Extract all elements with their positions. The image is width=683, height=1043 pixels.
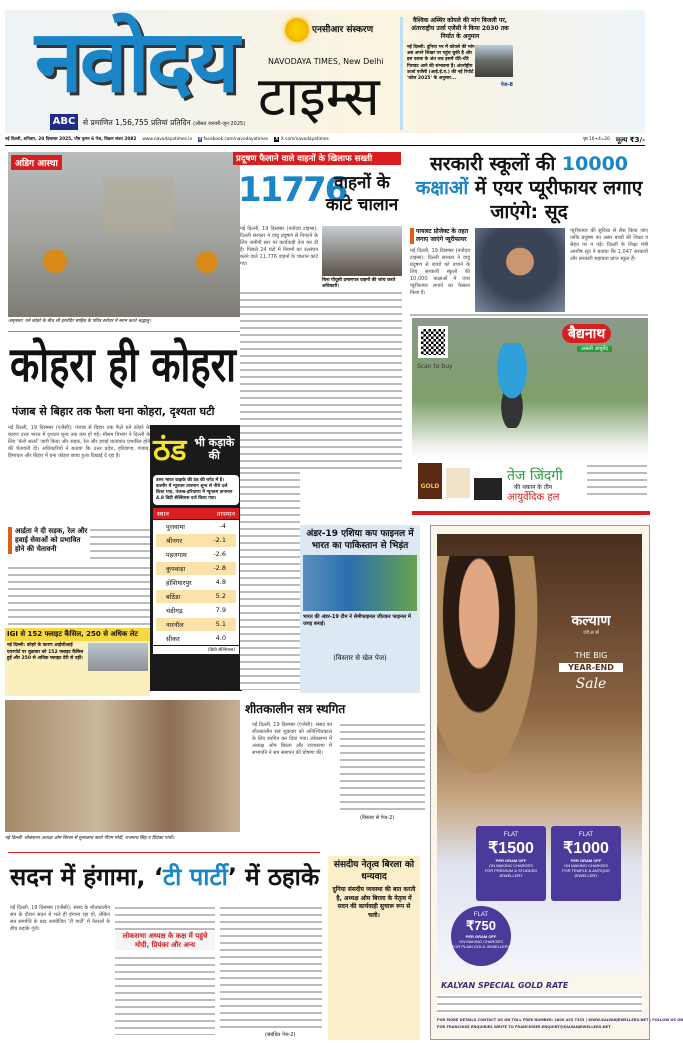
schools-body-2: प्यूरीफायर की सुविधा से लैस किया जाए ताकि प्रदूषण का असर बच्चों की शिक्षा व सेहत पर न पड़े। दिल्ली के शिक्षा मंत्री आशीष सूद ने बताया कि 1,047 सरकारी और सरकारी सहायता प्राप्त स्कूल हैं। (570, 228, 648, 262)
temp-row (156, 548, 236, 561)
session-body: नई दिल्ली, 19 दिसम्बर (एजेंसी): संसद का शीतकालीन सत्र शुक्रवार को अनिश्चितकाल के लिए स्थगित कर दिया गया। लोकसभा में अध्यक्ष ओम बिरला और राज्यसभा में सभापति ने सत्र समापन की घोषणा की। (252, 722, 332, 756)
qr-code[interactable] (418, 326, 448, 358)
offer-amount: ₹750 (466, 918, 496, 933)
offer-on: ON MAKING CHARGES (564, 863, 608, 868)
offer-on: ON MAKING CHARGES (459, 939, 503, 944)
fog-subhead: पंजाब से बिहार तक फैला घना कोहरा, दृश्यता घटी (12, 405, 215, 418)
page-count: पृष्ठ 16+4=20 (582, 137, 610, 142)
offer-amount: ₹1000 (563, 840, 609, 857)
temp-place: होशियारपुर (166, 579, 192, 587)
temp-value: -2.6 (213, 550, 226, 558)
ad-benefits (587, 463, 647, 499)
abc-badge: ABC (50, 114, 78, 130)
cold-intro: उत्तर भारत कड़ाके की ठंड की चपेट में है। कश्मीर में न्यूनतम तापमान शून्य से नीचे दर्ज किया गया, पंजाब-हरियाणा में न्यूनतम तापमान 4.8 डिग्री सेल्सियस दर्ज किया गया। (153, 475, 239, 505)
article-column (240, 470, 300, 690)
kalyan-contact: FOR MORE DETAILS CONTACT US ON TOLL FREE NUMBER: 1800 425 7333 | WWW.KALYANJEWELLERS.NET | FOLLOW US ON (437, 1018, 683, 1022)
offer-amount: ₹1500 (488, 840, 534, 857)
session-ref: (विस्तार से पेज-2) (360, 815, 395, 821)
teaser-box[interactable] (400, 17, 513, 130)
temp-value: -4 (219, 522, 226, 530)
cricket-headline: अंडर-19 एशिया कप फाइनल में भारत का पाकिस्तान से भिड़ंत (306, 529, 414, 551)
temp-row (156, 576, 236, 589)
baidyanath-tagline: असली आयुर्वेद (577, 346, 612, 352)
temp-value: -2.8 (213, 564, 226, 572)
temp-place: पुलवामा (166, 523, 185, 531)
offer-unit: PER GRAM OFF (495, 858, 527, 863)
schools-headline-highlight: 10000 कक्षाओं (415, 153, 629, 199)
ad-line-3: आयुर्वेदिक हल (507, 492, 560, 503)
session-headline: शीतकालीन सत्र स्थगित (245, 702, 346, 716)
schools-headline-a: सरकारी स्कूलों की (429, 153, 562, 175)
offer-unit: PER GRAM OFF (570, 858, 602, 863)
igi-photo (88, 643, 148, 671)
offer-flat: FLAT (503, 832, 519, 838)
tea-headline-b: ’ में ठहाके (227, 863, 320, 891)
temp-row (156, 632, 236, 645)
pollution-headline: वाहनों के काटे चालान (325, 173, 399, 215)
cricket-body: भारत की अंडर-19 टीम ने सेमीफाइनल जीतकर फाइनल में जगह बनाई। (303, 614, 411, 627)
baidyanath-logo: बैद्यनाथ (562, 324, 611, 343)
temp-place: कुपवाड़ा (166, 565, 186, 573)
circulation (83, 118, 245, 128)
sidebar-body: दुनिया संसदीय व्यवस्था की बात करती है, अध्यक्ष ओम बिरला के नेतृत्व में सदन की कार्यवाही सुचारू रूप से चली। (332, 886, 416, 919)
offer-tag (451, 906, 511, 966)
circulation-note: (औसत जनवरी-जून 2025) (193, 121, 246, 127)
tea-body-3 (115, 955, 215, 1035)
igi-headline: IGI से 152 फ्लाइट कैंसिल, 250 से अधिक लेट (5, 628, 150, 641)
pollution-label: प्रदूषण फैलाने वाले वाहनों के खिलाफ सख्ती (233, 152, 401, 165)
pollution-photo (322, 226, 402, 276)
temp-value: 4.8 (215, 578, 226, 586)
temp-row (156, 520, 236, 533)
dateline-date: नई दिल्ली, शनिवार, 20 दिसम्बर 2025, पौष कृष्ण 6 पेज, विक्रम संवत 2082 (5, 137, 137, 142)
sale-label: Sale (575, 676, 607, 692)
session-body-2 (340, 722, 425, 814)
divider-red (8, 852, 320, 853)
temp-value: 5.2 (215, 592, 226, 600)
tea-headline-a: सदन में हंगामा, ‘ (10, 863, 163, 891)
temp-place: नारनौल (166, 621, 184, 629)
temp-row (156, 534, 236, 547)
igi-body: नई दिल्ली: कोहरे के कारण आईजीआई एयरपोर्ट पर शुक्रवार को 152 फ्लाइट कैंसिल हुईं और 250 से अधिक फ्लाइट देरी से उड़ीं। (7, 643, 84, 661)
tea-ref: (संबंधित पेज-2) (265, 1032, 296, 1038)
parliament-caption: नई दिल्ली: लोकसभा अध्यक्ष ओम बिरला से मुलाकात करते पीएम मोदी, राजनाथ सिंह व प्रियंका गांधी। (5, 836, 175, 841)
tea-body-4 (220, 905, 322, 1030)
temp-place: बठिंडा (166, 593, 181, 601)
photo-caption: अमृतसर: घने कोहरे के बीच श्री हरमंदिर साहिब के पवित्र सरोवर में स्नान करते श्रद्धालु। (8, 319, 151, 324)
facebook-url: facebook.com/navodayatimes (203, 137, 269, 142)
temp-value: 7.9 (215, 606, 226, 614)
offer-for: FOR PREMIUM & STUDDED JEWELLERY (484, 868, 538, 878)
cricket-box (300, 525, 420, 693)
tea-body: नई दिल्ली, 19 दिसम्बर (एजेंसी): संसद के शीतकालीन सत्र के दौरान सदन में भले ही हंगामा रहा हो, लेकिन सत्र समाप्ति के बाद आयोजित 'टी पार्टी' में नेताओं के बीच ठहाके गूंजे। (10, 905, 110, 932)
kalyan-ad[interactable] (430, 525, 683, 1040)
col-place: स्थान (157, 510, 169, 518)
temp-place: श्रीनगर (166, 537, 183, 545)
temp-place: चंडीगढ़ (166, 607, 183, 615)
pollution-photo-caption: बिना पीयूसी प्रमाणपत्र वाहनों की जांच करते अधिकारी। (322, 278, 396, 289)
schools-body-3 (410, 312, 648, 317)
pollution-body: नई दिल्ली, 19 दिसम्बर (नवोदय टाइम्स): दिल्ली सरकार ने वायु प्रदूषण से निपटने के लिए जमीनी स्तर पर कार्यवाही तेज कर दी है। पिछले 24 घंटों में नियमों का उल्लंघन करने वाले 11,776 वाहनों के चालान काटे गए। (240, 226, 318, 267)
tea-body-2 (115, 905, 215, 930)
temp-place: सीकर (166, 635, 180, 643)
temp-value: 5.1 (215, 620, 226, 628)
masthead-logo: नवोदय (35, 12, 237, 112)
product-pack: GOLD (418, 463, 442, 499)
year-end-label: YEAR-END (559, 663, 623, 672)
temp-value: 4.0 (215, 634, 226, 642)
offer-for: FOR PLAIN GOLD JEWELLERY (451, 944, 511, 949)
temp-place: पहलगाम (166, 551, 187, 559)
temp-row (156, 618, 236, 631)
edition-label: एनसीआर संस्करण (312, 25, 374, 35)
cold-box (150, 425, 242, 691)
fog-body-2 (90, 527, 150, 562)
fog-headline: कोहरा ही कोहरा (10, 337, 237, 393)
circulation-count: से प्रमाणित 1,56,755 प्रतियां प्रतिदिन (83, 118, 191, 127)
product-pack-3 (474, 478, 502, 500)
offer-flat: FLAT (473, 912, 489, 918)
temperature-table (153, 520, 239, 645)
baidyanath-ad[interactable] (412, 318, 648, 503)
photo-label: अडिग आस्था (11, 155, 62, 170)
schools-headline (410, 152, 648, 224)
price: मूल्य ₹3/- (615, 136, 645, 144)
x-link[interactable]: X X.com/navodayatimes (275, 137, 329, 142)
temp-row (156, 590, 236, 603)
devotee-1 (43, 249, 67, 273)
sidebar-box (328, 856, 420, 1040)
kalyan-sub: ज्वे ल र्स (583, 630, 599, 636)
fog-body: नई दिल्ली, 19 दिसम्बर (एजेंसी): पंजाब से बिहार तक फैले घने कोहरे के कारण उत्तर भारत में दृश्यता शून्य तक कम हो गई। मौसम विभाग ने दिल्ली के लिए 'येलो अलर्ट' जारी किया और सड़क, रेल और हवाई यातायात प्रभावित होने की चेतावनी दी। अधिकारियों ने बताया कि उत्तर प्रदेश, हरियाणा, पंजाब, हिमाचल और बिहार में घना कोहरा छाया हुआ दिखाई दे रहा है। (8, 425, 150, 459)
x-url: X.com/navodayatimes (280, 137, 329, 142)
website-link[interactable]: www.navodayatimes.in (142, 137, 193, 142)
temp-unit: (डिग्री सेल्सियस) (153, 646, 239, 654)
photo-golden-temple (8, 152, 240, 317)
product-pack-2 (446, 468, 470, 498)
col-temp: तापमान (216, 510, 235, 518)
minister-photo (475, 228, 565, 312)
pollution-body-2 (240, 290, 402, 470)
teaser-body: नई दिल्ली: दुनिया भर में कोयले की मांग अब अपने शिखर पर पहुंच चुकी है और इस दशक के अंत तक इसमें धीरे-धीरे गिरावट आने की संभावना है। अंतर्राष्ट्रीय ऊर्जा एजेंसी (आई.ई.ए.) की नई रिपोर्ट 'कोल 2025' के अनुसार... (407, 45, 475, 82)
ad-line-1: तेज जिंदगी (507, 468, 563, 484)
teaser-photo (475, 45, 513, 77)
gold-rate: KALYAN SPECIAL GOLD RATE (441, 981, 569, 990)
dateline-bar (5, 134, 645, 146)
sun-icon (285, 18, 309, 42)
tea-party-headline (10, 856, 322, 898)
schools-body: नई दिल्ली, 19 दिसम्बर (नवोदय टाइम्स): दिल्ली सरकार ने वायु प्रदूषण से बच्चों को बचाने के लिए सरकारी स्कूलों की 10,000 कक्षाओं में एयर प्यूरीफायर लगाने का फैसला किया है। (410, 248, 470, 296)
offer-tag (476, 826, 546, 901)
tea-headline-highlight: टी पार्टी (162, 863, 228, 891)
teaser-page-ref: पेज-8 (500, 82, 513, 89)
sidebar-headline: संसदीय नेतृत्व बिरला को धन्यवाद (333, 860, 415, 882)
scan-to-buy: Scan to buy (417, 363, 453, 370)
temple-silhouette (103, 177, 173, 232)
temp-row (156, 604, 236, 617)
store-list (437, 994, 642, 1014)
temp-value: -2.1 (213, 536, 226, 544)
cricket-ref: (विस्तार से खेल पेज) (333, 654, 387, 662)
photo-parliament (5, 700, 240, 832)
kalyan-logo: कल्याण (571, 613, 611, 629)
english-name: NAVODAYA TIMES, New Delhi (268, 57, 384, 66)
offer-for: FOR TEMPLE & ANTIQUE JEWELLERY (562, 868, 610, 878)
facebook-link[interactable]: f facebook.com/navodayatimes (199, 137, 269, 142)
igi-box (5, 628, 150, 696)
fog-body-3 (8, 565, 150, 625)
cold-subtitle: भी कड़ाके की (194, 435, 235, 462)
runner (482, 343, 542, 428)
offer-tag (551, 826, 621, 901)
masthead-logo-2: टाइम्स (258, 65, 380, 128)
offer-flat: FLAT (578, 832, 594, 838)
tea-subhead: लोकसभा अध्यक्ष के कक्ष में पहुंचे मोदी, प्रियंका और अन्य (115, 932, 215, 950)
cold-title: ठंड (153, 433, 187, 468)
offer-unit: PER GRAM OFF (465, 934, 497, 939)
teaser-headline: वैश्विक अस्थिर कोयले की मांग बिजली पर, अंतरराष्ट्रीय उर्जा एजेंसी ने किया 2030 तक निर्यात के अनुमान (411, 17, 509, 40)
kalyan-franchise: FOR FRANCHISE ENQUIRIES WRITE TO FRANCHISEE.ENQUIRY@KALYANJEWELLERS.NET (437, 1025, 611, 1029)
devotee-2 (196, 251, 218, 273)
fog-subhead-2: आर्द्रता ने दी सड़क, रेल और हवाई सेवाओं को प्रभावित होने की चेतावनी (8, 527, 88, 554)
schools-headline-b: में एयर प्यूरीफायर लगाए जाएंगे: सूद (468, 177, 643, 223)
cricket-photo (303, 555, 417, 611)
big-label: THE BIG (574, 651, 608, 660)
schools-subhead: पायलट प्रोजेक्ट के तहत लगाए जाएंगे प्यूरीफायर (410, 228, 470, 244)
model (437, 556, 542, 786)
pollution-number: 11776 (238, 170, 347, 210)
ad-line-2: की थकान के तीन (514, 484, 553, 491)
temp-row (156, 562, 236, 575)
ad-contact-bar (412, 511, 650, 515)
offer-on: ON MAKING CHARGES (489, 863, 533, 868)
